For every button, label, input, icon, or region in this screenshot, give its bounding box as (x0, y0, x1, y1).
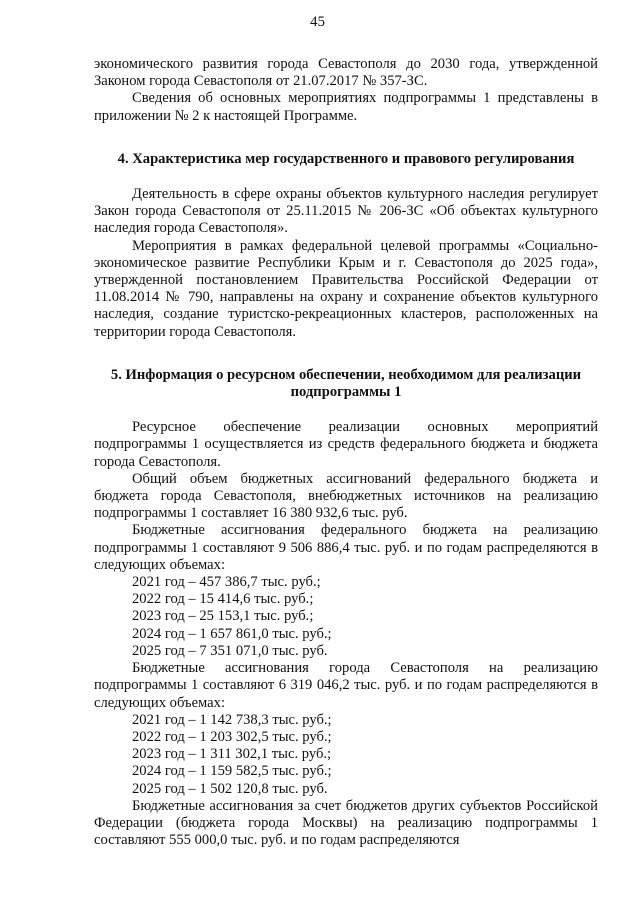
list-item: 2022 год – 15 414,6 тыс. руб.; (132, 591, 314, 608)
list-item: 2024 год – 1 159 582,5 тыс. руб.; (132, 763, 332, 780)
section-heading: 4. Характеристика мер государственного и правового регулирования (117, 150, 575, 167)
paragraph: Ресурсное обеспечение реализации основных мероприятий подпрограммы 1 осуществляется из средств федерального бюджета и бюджета города Севастополя. (94, 419, 598, 470)
list-item: 2024 год – 1 657 861,0 тыс. руб.; (132, 625, 332, 642)
page-content (94, 56, 598, 849)
list-item: 2021 год – 1 142 738,3 тыс. руб.; (132, 711, 332, 728)
section-heading (94, 367, 598, 401)
list-item: 2023 год – 1 311 302,1 тыс. руб.; (132, 746, 332, 763)
list-item: 2023 год – 25 153,1 тыс. руб.; (132, 608, 314, 625)
paragraph: Бюджетные ассигнования за счет бюджетов других субъектов Российской Федерации (бюджета города Москвы) на реализацию подпрограммы 1 составляют 555 000,0 тыс. руб. и по годам распределяются (94, 797, 598, 849)
paragraph: экономического развития города Севастополя до 2030 года, утвержденной Законом города Севастополя от 21.07.2017 № 357-ЗС. (94, 56, 598, 90)
paragraph: Мероприятия в рамках федеральной целевой программы «Социально-экономическое развитие Республики Крым и г. Севастополя до 2025 года», утвержденной постановлением Правительства Российской Федерации от 11.08.2014 № 790, направлены на охрану и сохранение объектов культурного наследия, создание туристско-рекреационных кластеров, расположенных на территории города Севастополя. (94, 237, 598, 340)
paragraph: Сведения об основных мероприятиях подпрограммы 1 представлены в приложении № 2 к настоящей Программе. (94, 90, 598, 124)
paragraph: Бюджетные ассигнования города Севастополя на реализацию подпрограммы 1 составляют 6 319 046,2 тыс. руб. и по годам распределяются в следующих объемах: (94, 660, 598, 711)
city-budget-list (94, 712, 598, 798)
section-heading-line: 5. Информация о ресурсном обеспечении, необходимом для реализации (110, 366, 582, 383)
section-heading-line: подпрограммы 1 (290, 384, 402, 401)
paragraph: Бюджетные ассигнования федерального бюджета на реализацию подпрограммы 1 составляют 9 506 886,4 тыс. руб. и по годам распределяются в следующих объемах: (94, 522, 598, 573)
paragraph: Общий объем бюджетных ассигнований федерального бюджета и бюджета города Севастополя, внебюджетных источников на реализацию подпрограммы 1 составляет 16 380 932,6 тыс. руб. (94, 470, 598, 522)
federal-budget-list (94, 574, 598, 660)
paragraph: Деятельность в сфере охраны объектов культурного наследия регулирует Закон города Севастополя от 25.11.2015 № 206-ЗС «Об объектах культурного наследия города Севастополя». (94, 186, 598, 237)
list-item: 2021 год – 457 386,7 тыс. руб.; (132, 574, 321, 591)
page-number: 45 (310, 14, 325, 30)
list-item: 2022 год – 1 203 302,5 тыс. руб.; (132, 728, 332, 745)
list-item: 2025 год – 1 502 120,8 тыс. руб. (132, 780, 328, 797)
list-item: 2025 год – 7 351 071,0 тыс. руб. (132, 642, 328, 659)
